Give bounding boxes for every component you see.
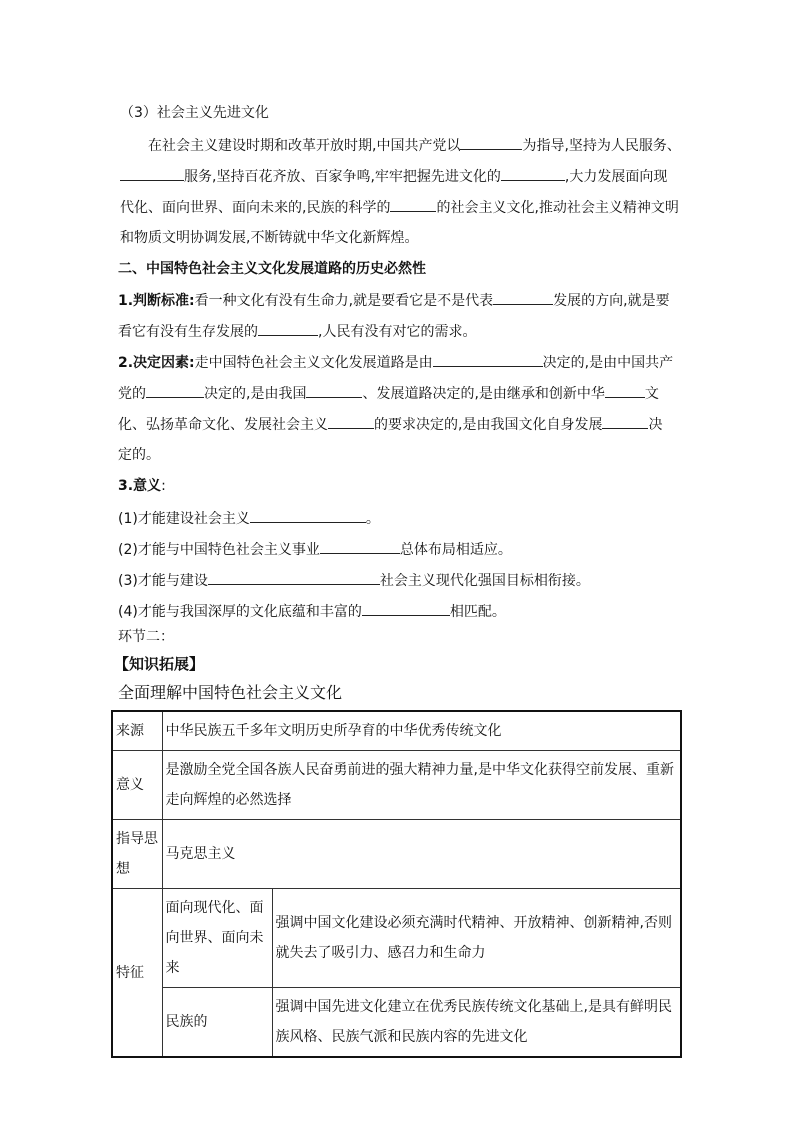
text: 。 <box>365 511 380 527</box>
text: 看它有没有生存发展的 <box>118 324 258 340</box>
judge-standard-line2 <box>118 321 476 342</box>
item-label: 2.决定因素: <box>118 355 195 371</box>
text: (3)才能与建设 <box>118 573 208 589</box>
row-label-guide: 指导思想 <box>112 820 162 889</box>
text: (2)才能与中国特色社会主义事业 <box>118 542 320 558</box>
row-value-source: 中华民族五千多年文明历史所孕育的中华优秀传统文化 <box>162 711 681 751</box>
fill-blank[interactable] <box>146 383 204 398</box>
table-row <box>112 889 681 988</box>
feature2-label: 民族的 <box>162 988 272 1058</box>
text: 看一种文化有没有生命力,就是要看它是不是代表 <box>194 293 494 309</box>
text: 发展的方向,就是要 <box>553 293 670 309</box>
knowledge-heading: 【知识拓展】 <box>114 655 205 673</box>
row-label-source: 来源 <box>112 711 162 751</box>
deciding-factor-line4: 定的。 <box>118 447 160 463</box>
text: 服务,坚持百花齐放、百家争鸣,牢牢把握先进文化的 <box>184 169 501 185</box>
fill-blank[interactable] <box>605 383 645 398</box>
text: 决 <box>648 417 663 433</box>
text: 决定的,是由我国 <box>204 386 307 402</box>
text: : <box>161 478 166 494</box>
fill-blank[interactable] <box>433 352 543 367</box>
table-row <box>112 751 681 820</box>
text: 文 <box>644 386 659 402</box>
significance-item-2 <box>118 539 512 560</box>
link-two-label: 环节二： <box>118 629 174 645</box>
text: 、发展道路决定的,是由继承和创新中华 <box>362 386 605 402</box>
table-row <box>112 711 681 751</box>
text: 社会主义现代化强国目标相衔接。 <box>379 573 590 589</box>
table-row <box>112 988 681 1058</box>
text: 总体布局相适应。 <box>399 542 512 558</box>
feature1-value: 强调中国文化建设必须充满时代精神、开放精神、创新精神,否则就失去了吸引力、感召力和生命力 <box>272 889 681 988</box>
text: ,人民有没有对它的需求。 <box>318 324 477 340</box>
fill-blank[interactable] <box>328 414 374 429</box>
text: 走中国特色社会主义文化发展道路是由 <box>194 355 433 371</box>
text: 相匹配。 <box>449 604 506 620</box>
item-label: 3.意义 <box>118 478 162 494</box>
row-label-meaning: 意义 <box>112 751 162 820</box>
text: 决定的,是由中国共产 <box>542 355 674 371</box>
text: 的社会主义文化,推动社会主义精神文明 <box>436 200 679 216</box>
text: 党的 <box>118 386 146 402</box>
table-row <box>112 820 681 889</box>
section-two-heading: 二、中国特色社会主义文化发展道路的历史必然性 <box>118 261 426 277</box>
fill-blank[interactable] <box>120 166 184 181</box>
section3-line2 <box>120 166 667 187</box>
fill-blank[interactable] <box>390 197 436 212</box>
text: 代化、面向世界、面向未来的,民族的科学的 <box>120 200 391 216</box>
text: ,大力发展面向现 <box>564 169 668 185</box>
feature1-label: 面向现代化、面向世界、面向未来 <box>162 889 272 988</box>
fill-blank[interactable] <box>258 321 318 336</box>
section3-heading: （3）社会主义先进文化 <box>120 105 269 121</box>
text: 为指导,坚持为人民服务、 <box>522 138 681 154</box>
deciding-factor-line3 <box>118 414 662 435</box>
section3-line3 <box>120 197 679 218</box>
table-title: 全面理解中国特色社会主义文化 <box>118 683 343 702</box>
fill-blank[interactable] <box>208 570 380 585</box>
significance-item-4 <box>118 601 506 622</box>
significance-item-1 <box>118 508 380 529</box>
significance-item-3 <box>118 570 590 591</box>
fill-blank[interactable] <box>493 290 553 305</box>
fill-blank[interactable] <box>501 166 565 181</box>
knowledge-table <box>111 710 682 1058</box>
fill-blank[interactable] <box>602 414 648 429</box>
section3-line1 <box>148 135 681 156</box>
row-value-meaning: 是激励全党全国各族人民奋勇前进的强大精神力量,是中华文化获得空前发展、重新走向辉煌的必然选择 <box>162 751 681 820</box>
deciding-factor-line2 <box>118 383 659 404</box>
feature2-value: 强调中国先进文化建立在优秀民族传统文化基础上,是具有鲜明民族风格、民族气派和民族内容的先进文化 <box>272 988 681 1058</box>
text: 在社会主义建设时期和改革开放时期,中国共产党以 <box>148 138 461 154</box>
item-label: 1.判断标准: <box>118 293 195 309</box>
fill-blank[interactable] <box>362 601 450 616</box>
judge-standard-line1 <box>118 290 670 311</box>
significance-heading <box>118 476 166 496</box>
deciding-factor-line1 <box>118 352 673 373</box>
fill-blank[interactable] <box>250 508 366 523</box>
text: 化、弘扬革命文化、发展社会主义 <box>118 417 328 433</box>
row-label-feature: 特征 <box>112 889 162 1058</box>
fill-blank[interactable] <box>306 383 362 398</box>
text: (1)才能建设社会主义 <box>118 511 250 527</box>
fill-blank[interactable] <box>460 135 522 150</box>
text: 的要求决定的,是由我国文化自身发展 <box>374 417 603 433</box>
row-value-guide: 马克思主义 <box>162 820 681 889</box>
section3-line4: 和物质文明协调发展,不断铸就中华文化新辉煌。 <box>120 230 419 246</box>
fill-blank[interactable] <box>320 539 400 554</box>
text: (4)才能与我国深厚的文化底蕴和丰富的 <box>118 604 362 620</box>
